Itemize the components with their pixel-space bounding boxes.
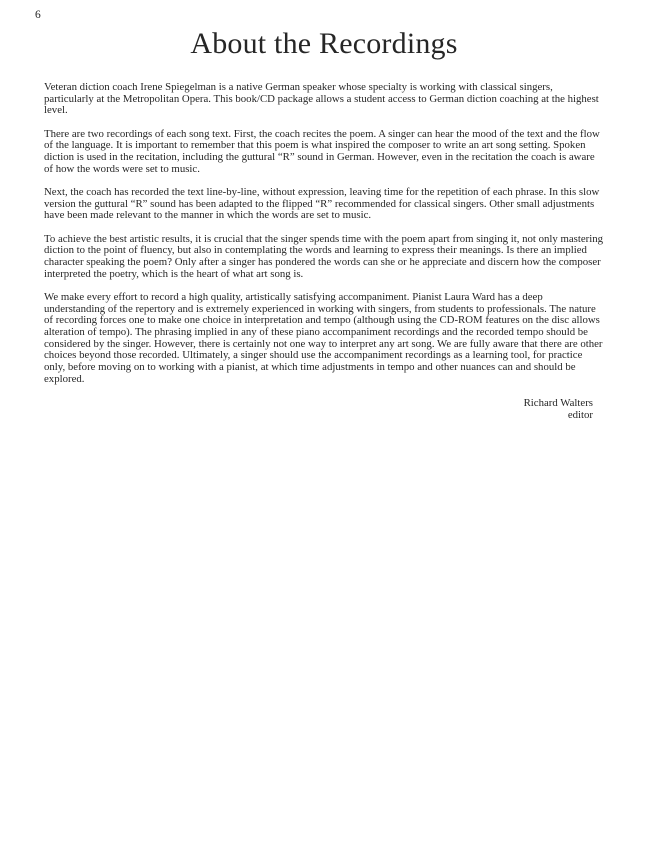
page-title: About the Recordings (190, 27, 458, 60)
paragraph: We make every effort to record a high quality, artistically satisfying accompaniment. Pianist Laura Ward has a deep understanding of the repertory and is extremely experienced in working with singers, from students to professionals. The nature of recording forces one to make one choice in interpretation and tempo (although using the CD-ROM features on the disc allows alteration of tempo). The phrasing implied in any of these piano accompaniment recordings and the recorded tempo should be considered by the singer. However, there is certainly not one way to interpret any art song. We are fully aware that there are other choices beyond those recorded. Ultimately, a singer should use the accompaniment recordings as a learning tool, for practice only, before moving on to working with a pianist, at which time adjustments in tempo and other nuances can and should be explored. (44, 290, 603, 385)
body-text (44, 82, 604, 385)
paragraph: Next, the coach has recorded the text line-by-line, without expression, leaving time for the repetition of each phrase. In this slow version the guttural “R” sound has been adapted to the flipped “R” recommended for classical singers. Other small adjustments have been made relevant to the manner in which the words are set to music. (44, 185, 600, 222)
paragraph: To achieve the best artistic results, it is crucial that the singer spends time with the poem apart from singing it, not only mastering diction to the point of fluency, but also in contemplating the words and learning to express their meanings. Is there an implied character speaking the poem? Only after a singer has pondered the words can she or he appreciate and discern how the composer interpreted the poetry, which is the heart of what art song is. (44, 232, 604, 280)
page-number: 6 (35, 9, 41, 21)
paragraph: Veteran diction coach Irene Spiegelman is a native German speaker whose specialty is working with classical singers, particularly at the Metropolitan Opera. This book/CD package allows a student access to German diction coaching at the highest level. (44, 81, 599, 117)
paragraph: There are two recordings of each song text. First, the coach recites the poem. A singer can hear the mood of the text and the flow of the language. It is important to remember that this poem is what inspired the composer to write an art song setting. Spoken diction is used in the recitation, including the guttural “R” sound in German. However, even in the recitation the coach is aware of how the words were set to music. (44, 127, 600, 175)
signature-role: editor (567, 409, 593, 422)
signature-name: Richard Walters (523, 396, 593, 409)
signature-block (44, 397, 604, 422)
